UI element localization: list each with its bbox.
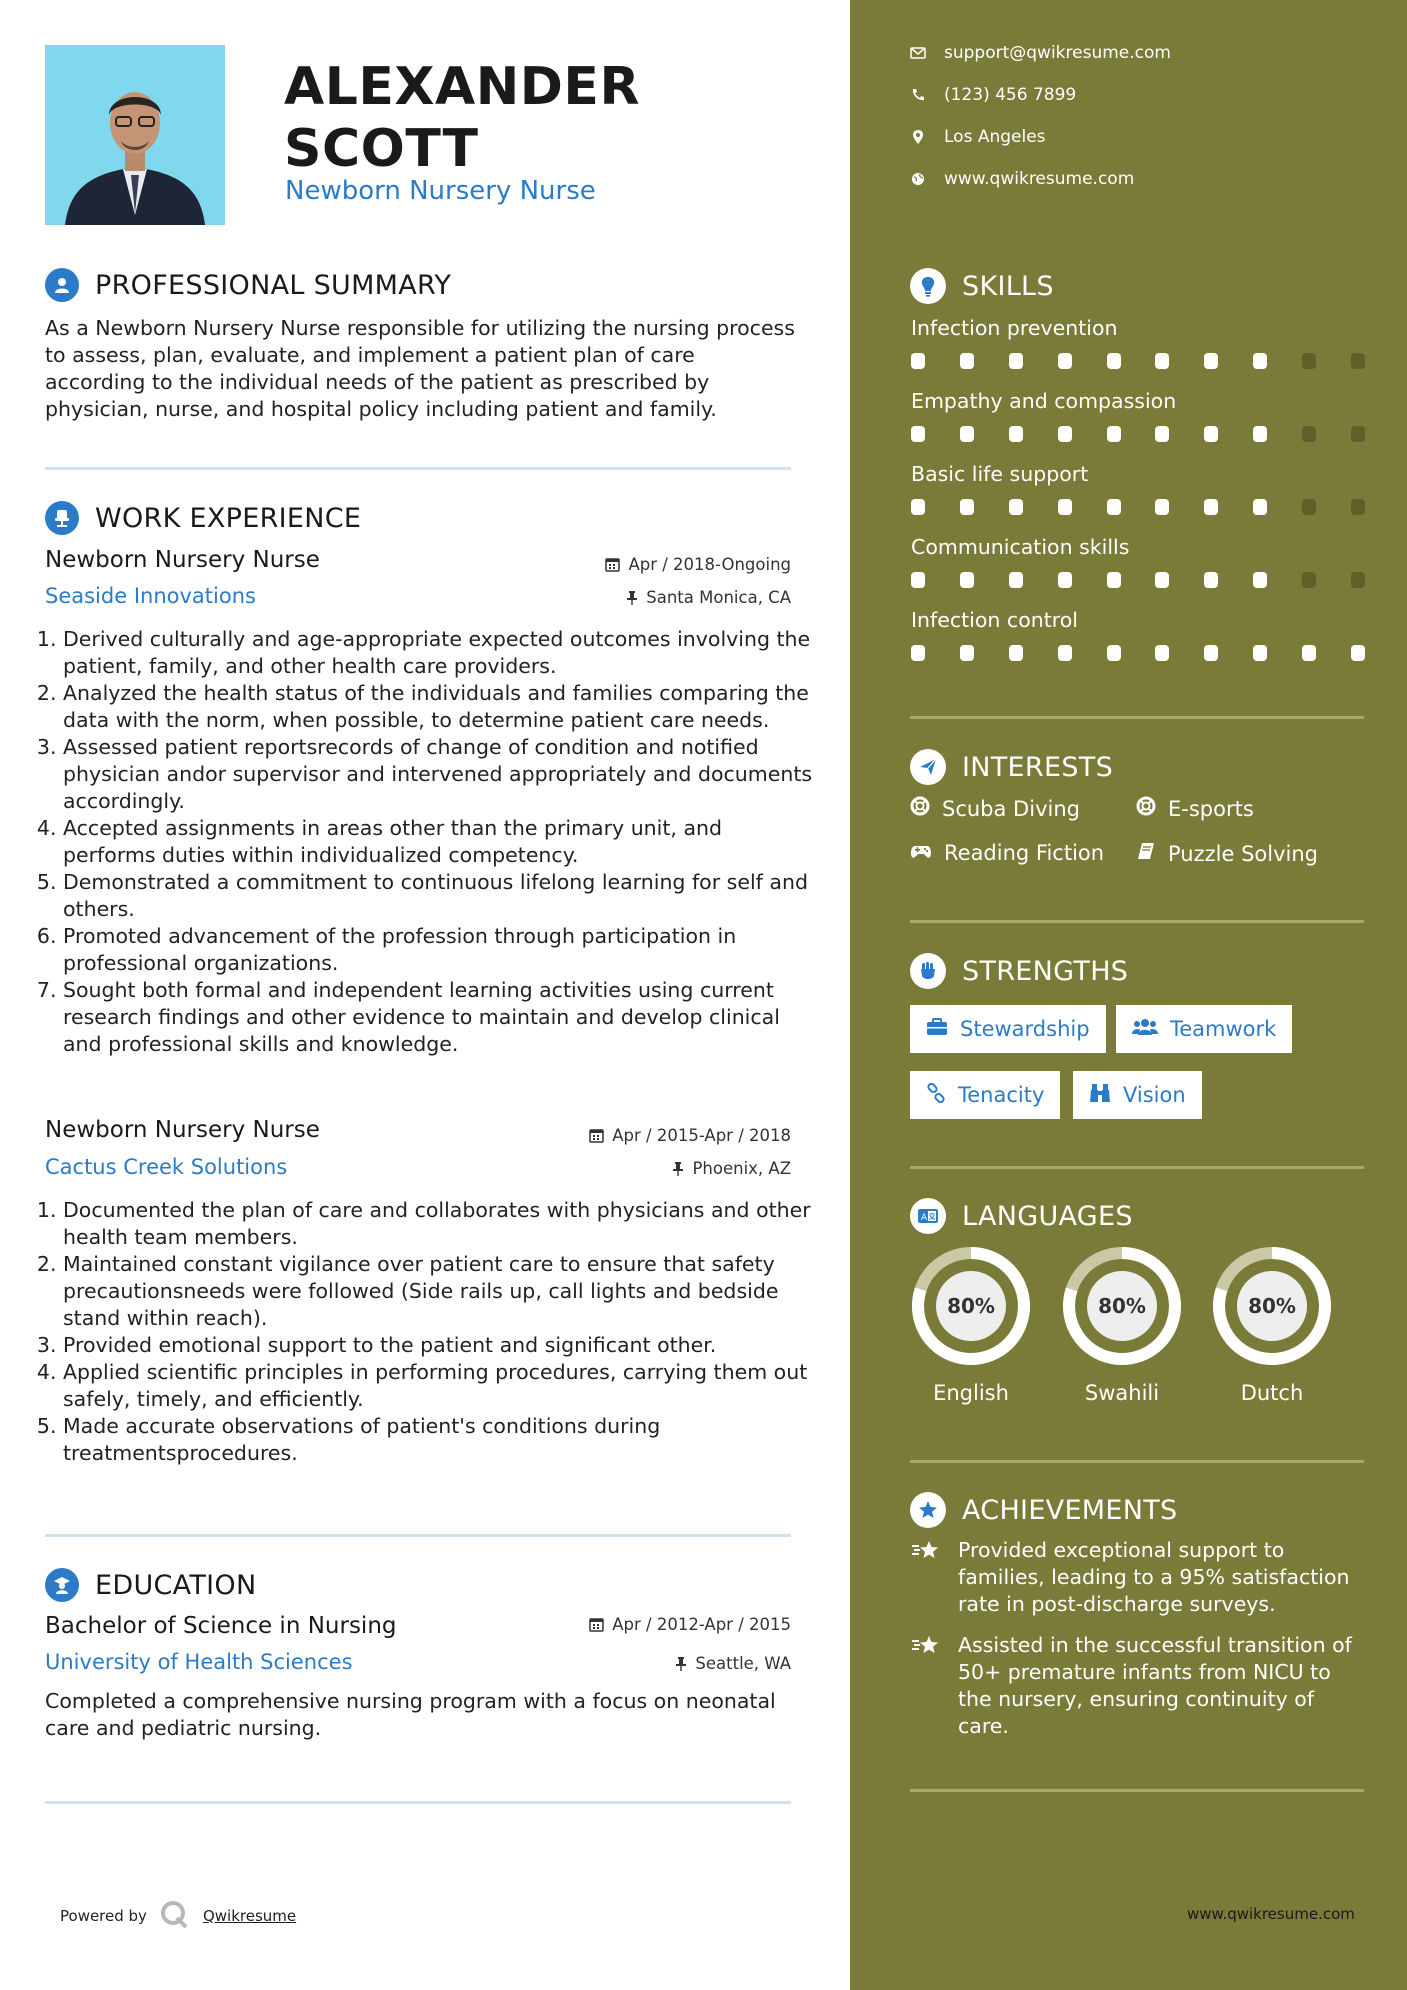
- rating-dot: [1302, 499, 1316, 515]
- rating-dot: [1107, 499, 1121, 515]
- rating-dot: [1058, 499, 1072, 515]
- book-icon: [1136, 841, 1156, 866]
- divider: [910, 920, 1364, 923]
- gamepad-icon: [910, 841, 932, 865]
- strength-label: Tenacity: [958, 1083, 1045, 1107]
- interest-label: E-sports: [1168, 796, 1254, 821]
- education-description: Completed a comprehensive nursing program with a focus on neonatal care and pediatric nursing.: [45, 1689, 776, 1740]
- strength-chip: [1073, 1071, 1202, 1119]
- rating-dot: [960, 572, 974, 588]
- strength-label: Stewardship: [960, 1017, 1090, 1041]
- envelope-icon: [910, 47, 926, 59]
- progress-ring: [910, 1245, 1032, 1367]
- rating-dot: [1107, 572, 1121, 588]
- powered-by-label: Powered by: [60, 1907, 147, 1925]
- email-text[interactable]: support@qwikresume.com: [944, 43, 1171, 63]
- pin-icon: [626, 590, 638, 605]
- rating-dot: [1155, 572, 1169, 588]
- section-title: ACHIEVEMENTS: [962, 1494, 1178, 1526]
- last-name: SCOTT: [284, 119, 479, 179]
- language-name: English: [933, 1381, 1009, 1405]
- rating-dot: [1204, 645, 1218, 661]
- education-dates-text: Apr / 2012-Apr / 2015: [612, 1615, 791, 1634]
- link-icon: [926, 1083, 946, 1108]
- responsibility-item: 5. Demonstrated a commitment to continuous lifelong learning for self and others.: [63, 869, 818, 923]
- interests-heading: [910, 749, 1113, 785]
- users-icon: [1132, 1017, 1158, 1041]
- rating-dot: [1351, 572, 1365, 588]
- rating-dot: [1204, 572, 1218, 588]
- strength-label: Teamwork: [1170, 1017, 1277, 1041]
- summary-text: As a Newborn Nursery Nurse responsible for utilizing the nursing process to assess, plan, evaluate, and implement a patient plan of care according to the individual needs of the patient as prescribed by physician, nurse, and hospital policy including patient and family.: [45, 316, 795, 421]
- skill-rating: [911, 572, 1365, 588]
- rating-dot: [911, 426, 925, 442]
- divider: [45, 1801, 791, 1804]
- globe-icon: [910, 172, 926, 186]
- headline-job-title: Newborn Nursery Nurse: [285, 176, 596, 206]
- skill-name: Infection control: [911, 608, 1078, 632]
- job-dates: [605, 555, 791, 574]
- rating-dot: [1009, 645, 1023, 661]
- skill-rating: [911, 426, 1365, 442]
- education-dates: [589, 1615, 791, 1634]
- responsibility-item: 1. Derived culturally and age-appropriate expected outcomes involving the patient, family, and other health care providers.: [63, 626, 818, 680]
- language-percent: 80%: [1098, 1294, 1146, 1318]
- briefcase-icon: [926, 1017, 948, 1041]
- job-dates-text: Apr / 2018-Ongoing: [628, 555, 791, 574]
- rating-dot: [1351, 499, 1365, 515]
- responsibility-item: 3. Provided emotional support to the patient and significant other.: [63, 1332, 818, 1359]
- translate-icon: [910, 1198, 946, 1234]
- website-text[interactable]: www.qwikresume.com: [944, 169, 1135, 189]
- responsibility-item: 2. Maintained constant vigilance over patient care to ensure that safety precautionsneeds were followed (Side rails up, call lights and bedside stand within reach).: [63, 1251, 818, 1332]
- rating-dot: [1204, 426, 1218, 442]
- rating-dot: [1253, 572, 1267, 588]
- section-title: STRENGTHS: [962, 955, 1129, 987]
- language-name: Dutch: [1240, 1381, 1304, 1405]
- interest-item: [910, 841, 1104, 865]
- responsibility-item: 3. Assessed patient reportsrecords of change of condition and notified physician andor supervisor and intervened appropriately and documents accordingly.: [63, 734, 818, 815]
- rating-dot: [1009, 499, 1023, 515]
- divider: [910, 716, 1364, 719]
- qwikresume-link[interactable]: Qwikresume: [202, 1907, 297, 1925]
- rating-dot: [1009, 353, 1023, 369]
- chair-icon: [45, 501, 79, 535]
- contact-email: [910, 43, 1171, 63]
- phone-icon: [910, 88, 926, 102]
- lightbulb-icon: [910, 268, 946, 304]
- paper-plane-icon: [910, 749, 946, 785]
- lifebuoy-icon: [1136, 796, 1156, 821]
- star-badge-icon: [910, 1492, 946, 1528]
- location-pin-icon: [910, 129, 926, 145]
- rating-dot: [1155, 645, 1169, 661]
- language-name: Swahili: [1084, 1381, 1160, 1405]
- progress-ring: [1061, 1245, 1183, 1367]
- user-icon: [45, 268, 79, 302]
- achievement-item: [910, 1537, 1365, 1618]
- experience-heading: [45, 501, 361, 535]
- job-location: [672, 1159, 791, 1178]
- responsibility-item: 7. Sought both formal and independent learning activities using current research findings and other evidence to maintain and develop clinical and professional skills and knowledge.: [63, 977, 818, 1058]
- school-name: University of Health Sciences: [45, 1650, 353, 1674]
- job-location-text: Santa Monica, CA: [646, 588, 791, 607]
- company-name: Seaside Innovations: [45, 584, 256, 608]
- section-title: WORK EXPERIENCE: [95, 502, 362, 534]
- language-percent: 80%: [947, 1294, 995, 1318]
- section-title: LANGUAGES: [962, 1200, 1133, 1232]
- first-name: ALEXANDER: [284, 57, 640, 117]
- job-title: Newborn Nursery Nurse: [45, 547, 320, 573]
- rating-dot: [1009, 572, 1023, 588]
- rating-dot: [1302, 645, 1316, 661]
- rating-dot: [1253, 426, 1267, 442]
- rating-dot: [911, 572, 925, 588]
- job-location-text: Phoenix, AZ: [692, 1159, 791, 1178]
- achievement-text: Provided exceptional support to families, leading to a 95% satisfaction rate in post-discharge surveys.: [958, 1538, 1350, 1616]
- powered-by: [60, 1900, 296, 1932]
- rating-dot: [1302, 426, 1316, 442]
- responsibility-item: 2. Analyzed the health status of the individuals and families comparing the data with the norm, when possible, to determine patient care needs.: [63, 680, 818, 734]
- language-ring: [1061, 1245, 1183, 1371]
- strength-chip: [910, 1005, 1106, 1053]
- job-dates-text: Apr / 2015-Apr / 2018: [612, 1126, 791, 1145]
- divider: [45, 1534, 791, 1537]
- footer-website[interactable]: www.qwikresume.com: [1187, 1905, 1355, 1923]
- job-title: Newborn Nursery Nurse: [45, 1117, 320, 1143]
- interest-label: Reading Fiction: [944, 841, 1105, 865]
- divider: [910, 1789, 1364, 1792]
- pin-icon: [672, 1161, 684, 1176]
- responsibility-item: 6. Promoted advancement of the profession through participation in professional organizations.: [63, 923, 818, 977]
- language-ring: [1211, 1245, 1333, 1371]
- language-ring: [910, 1245, 1032, 1371]
- language-percent: 80%: [1248, 1294, 1296, 1318]
- phone-text: (123) 456 7899: [944, 85, 1077, 105]
- languages-heading: [910, 1198, 1133, 1234]
- job-responsibilities: [45, 1197, 818, 1467]
- rating-dot: [1351, 645, 1365, 661]
- achievements-heading: [910, 1492, 1178, 1528]
- rating-dot: [1155, 426, 1169, 442]
- rating-dot: [911, 645, 925, 661]
- rating-dot: [1058, 426, 1072, 442]
- rating-dot: [1351, 426, 1365, 442]
- skill-name: Communication skills: [911, 535, 1130, 559]
- lifebuoy-icon: [910, 796, 930, 821]
- calendar-icon: [589, 1617, 604, 1632]
- job-dates: [589, 1126, 791, 1145]
- rating-dot: [960, 499, 974, 515]
- rating-dot: [960, 645, 974, 661]
- divider: [45, 467, 791, 470]
- rating-dot: [1155, 353, 1169, 369]
- skill-rating: [911, 353, 1365, 369]
- contact-website: [910, 169, 1134, 189]
- education-heading: [45, 1568, 256, 1602]
- qwikresume-logo-icon: [159, 1900, 191, 1932]
- rating-dot: [1058, 645, 1072, 661]
- responsibility-item: 4. Accepted assignments in areas other than the primary unit, and performs duties within individualized competency.: [63, 815, 818, 869]
- interest-label: Scuba Diving: [942, 796, 1080, 821]
- skills-heading: [910, 268, 1054, 304]
- contact-location: [910, 127, 1046, 147]
- strength-label: Vision: [1123, 1083, 1186, 1107]
- interest-item: [910, 796, 1080, 821]
- rating-dot: [1058, 572, 1072, 588]
- rating-dot: [1351, 353, 1365, 369]
- rating-dot: [1253, 645, 1267, 661]
- rating-dot: [1253, 499, 1267, 515]
- rating-dot: [1107, 426, 1121, 442]
- summary-heading: [45, 268, 451, 302]
- degree-title: Bachelor of Science in Nursing: [45, 1613, 397, 1639]
- rating-dot: [1302, 353, 1316, 369]
- strength-chip: [910, 1071, 1060, 1119]
- skill-rating: [911, 645, 1365, 661]
- calendar-icon: [605, 557, 620, 572]
- binoculars-icon: [1089, 1083, 1111, 1108]
- strengths-heading: [910, 953, 1128, 989]
- rating-dot: [911, 499, 925, 515]
- contact-phone: [910, 85, 1076, 105]
- strength-chip: [1116, 1005, 1292, 1053]
- divider: [910, 1460, 1364, 1463]
- divider: [910, 1166, 1364, 1169]
- job-responsibilities: [45, 626, 818, 1058]
- rating-dot: [1107, 353, 1121, 369]
- rating-dot: [1253, 353, 1267, 369]
- section-title: PROFESSIONAL SUMMARY: [95, 269, 452, 301]
- section-title: EDUCATION: [95, 1569, 257, 1601]
- rating-dot: [1204, 353, 1218, 369]
- rating-dot: [1204, 499, 1218, 515]
- skill-name: Basic life support: [911, 462, 1089, 486]
- star-icon: [910, 1537, 944, 1618]
- skill-rating: [911, 499, 1365, 515]
- star-icon: [910, 1632, 944, 1740]
- rating-dot: [960, 353, 974, 369]
- rating-dot: [911, 353, 925, 369]
- section-title: SKILLS: [962, 270, 1054, 302]
- achievement-item: [910, 1632, 1365, 1740]
- candidate-name: [284, 56, 640, 180]
- rating-dot: [960, 426, 974, 442]
- rating-dot: [1155, 499, 1169, 515]
- rating-dot: [1009, 426, 1023, 442]
- job-location: [626, 588, 791, 607]
- graduate-icon: [45, 1568, 79, 1602]
- pin-icon: [675, 1656, 687, 1671]
- education-location: [675, 1654, 791, 1673]
- section-title: INTERESTS: [962, 751, 1114, 783]
- rating-dot: [1058, 353, 1072, 369]
- fist-icon: [910, 953, 946, 989]
- responsibility-item: 1. Documented the plan of care and collaborates with physicians and other health team members.: [63, 1197, 818, 1251]
- company-name: Cactus Creek Solutions: [45, 1155, 288, 1179]
- profile-photo: [45, 45, 225, 225]
- progress-ring: [1211, 1245, 1333, 1367]
- interest-label: Puzzle Solving: [1168, 841, 1318, 866]
- svg-text:A: A: [921, 1213, 928, 1223]
- rating-dot: [1107, 645, 1121, 661]
- responsibility-item: 5. Made accurate observations of patient's conditions during treatmentsprocedures.: [63, 1413, 818, 1467]
- location-text: Los Angeles: [944, 127, 1046, 147]
- interest-item: [1136, 796, 1254, 821]
- achievement-text: Assisted in the successful transition of 50+ premature infants from NICU to the nursery, ensuring continuity of care.: [958, 1633, 1352, 1738]
- skill-name: Empathy and compassion: [911, 389, 1177, 413]
- interest-item: [1136, 841, 1318, 866]
- calendar-icon: [589, 1128, 604, 1143]
- responsibility-item: 4. Applied scientific principles in performing procedures, carrying them out safely, timely, and efficiently.: [63, 1359, 818, 1413]
- rating-dot: [1302, 572, 1316, 588]
- education-location-text: Seattle, WA: [695, 1654, 791, 1673]
- skill-name: Infection prevention: [911, 316, 1118, 340]
